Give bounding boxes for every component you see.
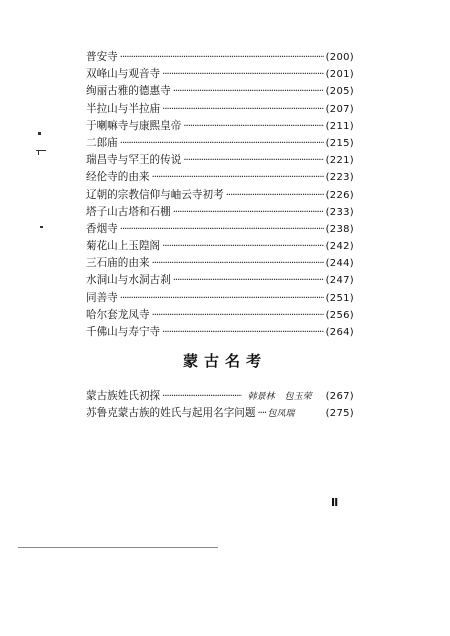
toc-entry (86, 324, 354, 341)
entry-page: (256) (325, 309, 354, 321)
entry-title: 经伦寺的由来 (86, 171, 150, 184)
dot-leader (162, 388, 241, 405)
entry-author: 韩景林 (247, 392, 275, 402)
entry-title: 蒙古族姓氏初探 (86, 390, 161, 402)
entry-page: (223) (325, 172, 354, 184)
toc-entry (86, 238, 354, 255)
entry-page: (215) (325, 137, 354, 149)
entry-page: (221) (325, 155, 354, 167)
entry-page: (264) (325, 327, 354, 338)
entry-title: 于喇嘛寺与康熙皇帝 (86, 119, 182, 132)
page-number: Ⅱ (331, 496, 339, 509)
entry-title: 三石庙的由来 (86, 257, 150, 270)
dot-leader (173, 272, 324, 289)
entry-page: (244) (325, 258, 354, 270)
dot-leader (120, 135, 324, 152)
entry-title: 同善寺 (86, 291, 118, 304)
entry-title: 半拉山与半拉庙 (86, 102, 161, 115)
scan-speck (38, 132, 41, 135)
entry-page: (201) (325, 69, 354, 81)
section-heading: 蒙古名考 (182, 352, 267, 370)
entry-title: 绚丽古雅的德惠寺 (86, 85, 171, 98)
toc-entry (86, 66, 354, 83)
entry-page: (275) (325, 408, 354, 420)
toc-entry (86, 307, 354, 324)
dot-leader (183, 118, 323, 135)
toc-entry (86, 272, 354, 289)
entry-title: 辽朝的宗教信仰与岫云寺初考 (86, 188, 224, 201)
dot-leader (258, 405, 266, 422)
entry-page: (238) (325, 223, 354, 235)
dot-leader (152, 255, 324, 272)
toc-entry (86, 187, 354, 204)
dot-leader (162, 238, 323, 255)
scan-speck (40, 226, 43, 228)
dot-leader (183, 152, 323, 169)
section-entries (86, 388, 354, 422)
entry-title: 苏鲁克蒙古族的姓氏与起用名字问题 (86, 407, 256, 420)
toc-entry (86, 101, 354, 118)
section-entry (86, 405, 354, 422)
toc-entry (86, 169, 354, 186)
entry-page: (205) (325, 86, 354, 98)
entry-title: 菊花山上玉隍阁 (86, 240, 161, 253)
entry-title: 千佛山与寿宁寺 (86, 326, 161, 338)
entry-page: (207) (325, 103, 354, 115)
entry-title: 普安寺 (86, 51, 118, 63)
toc-entry (86, 49, 354, 66)
entry-page: (211) (325, 120, 354, 132)
entry-author: 包玉荣 (284, 392, 312, 402)
entry-title: 二郎庙 (86, 136, 118, 149)
dot-leader (152, 307, 324, 324)
toc-entry (86, 290, 354, 307)
section-entry (86, 388, 354, 405)
entry-page: (242) (325, 241, 354, 253)
dot-leader (173, 204, 324, 221)
dot-leader (152, 169, 324, 186)
entry-title: 香烟寺 (86, 222, 118, 235)
entry-title: 瑞昌寺与罕王的传说 (86, 154, 182, 167)
toc-entry (86, 221, 354, 238)
entry-page: (200) (325, 52, 354, 63)
entry-page: (247) (325, 275, 354, 287)
dot-leader (226, 187, 324, 204)
toc-entry (86, 204, 354, 221)
toc-entry (86, 135, 354, 152)
dot-leader (162, 66, 323, 83)
entry-title: 双峰山与观音寺 (86, 68, 161, 81)
entry-page: (267) (325, 391, 354, 402)
entry-page: (251) (325, 292, 354, 304)
dot-leader (162, 324, 323, 341)
toc-entry (86, 83, 354, 100)
scan-speck (38, 150, 39, 155)
toc-entry (86, 152, 354, 169)
scan-edge-line (18, 547, 218, 548)
dot-leader (120, 221, 324, 238)
entry-page: (233) (325, 206, 354, 218)
toc-entry (86, 118, 354, 135)
dot-leader (173, 83, 324, 100)
entry-author: 包凤瑞 (267, 409, 295, 420)
dot-leader (120, 290, 324, 307)
entry-title: 水洞山与水洞古刹 (86, 274, 171, 287)
entry-title: 塔子山古塔和石棚 (86, 205, 171, 218)
table-of-contents (86, 49, 354, 341)
entry-page: (226) (325, 189, 354, 201)
dot-leader (120, 49, 324, 66)
dot-leader (162, 101, 323, 118)
entry-title: 哈尔套龙凤寺 (86, 308, 150, 321)
toc-entry (86, 255, 354, 272)
